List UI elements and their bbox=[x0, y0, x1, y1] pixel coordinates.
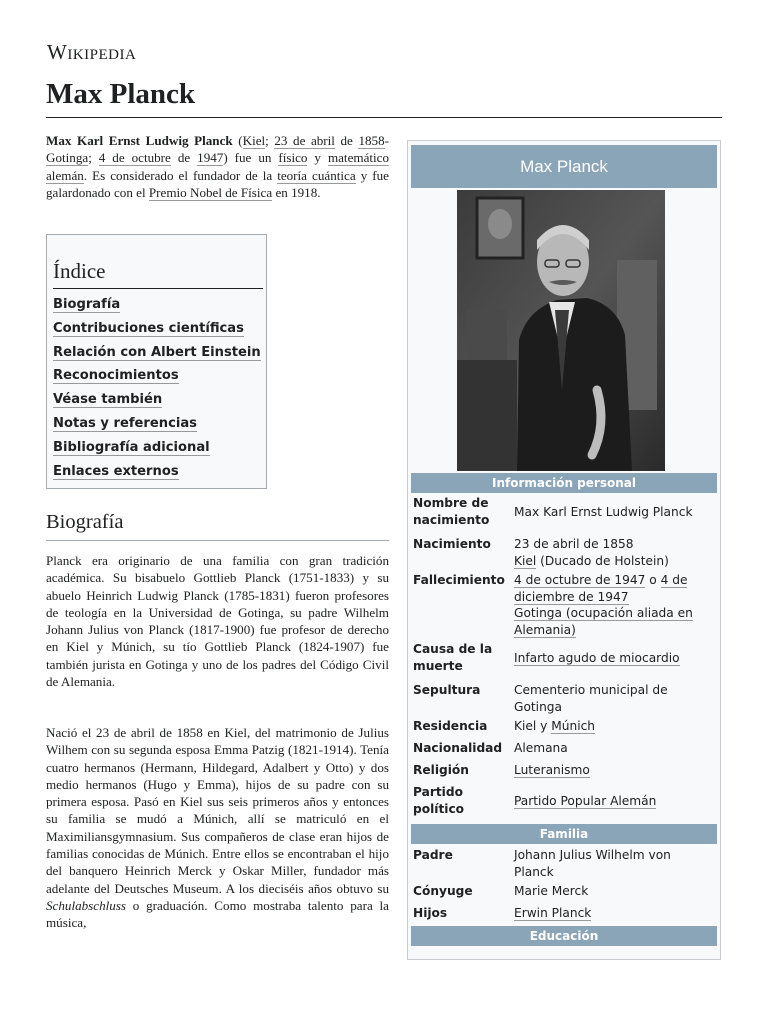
infobox-title: Max Planck bbox=[411, 145, 717, 188]
label-burial: Sepultura bbox=[413, 683, 481, 697]
intro-text: . Es considerado el fundador de la bbox=[83, 167, 278, 183]
intro-text: y bbox=[307, 150, 328, 166]
value-birth bbox=[514, 536, 714, 569]
birth-place-rest: (Ducado de Holstein) bbox=[536, 553, 669, 568]
toc-item-vease-tambien[interactable]: Véase también bbox=[53, 392, 163, 408]
label-party: Partido político bbox=[413, 785, 465, 816]
link-4-octubre[interactable]: 4 de octubre bbox=[98, 150, 171, 166]
link-teoria-cuantica[interactable]: teoría cuántica bbox=[277, 167, 356, 183]
toc-divider bbox=[53, 288, 263, 289]
infobox bbox=[407, 140, 721, 960]
biografia-paragraph-1: Planck era originario de una familia con gran tradición académica. Su bisabuelo Gottlieb Planck (1751-1833) y su abuelo Heinrich Ludwig Planck (1785-1831) fueron profesores de teología en la Universidad de Gotinga, su padre Wilhelm Johann Julius von Planck (1817-1900) fue profesor de derecho en Kiel y Múnich, su tío Gottlieb Planck (1824-1907) fue también jurista en Gotinga y uno de los padres del Código Civil de Alemania. bbox=[46, 553, 389, 690]
link-munich[interactable]: Múnich bbox=[551, 719, 596, 733]
label-children: Hijos bbox=[413, 906, 448, 920]
link-death-date-alt[interactable]: 4 de diciembre de 1947 bbox=[514, 573, 688, 604]
intro-bold-name: Max Karl Ernst Ludwig Planck bbox=[46, 133, 233, 148]
label-residence: Residencia bbox=[413, 719, 488, 733]
biografia-italic-term: Schulabschluss bbox=[46, 897, 127, 913]
biografia-text: o graduación. Como mostraba talento para la música, bbox=[46, 897, 389, 931]
label-birth-name: Nombre de nacimiento bbox=[413, 496, 490, 527]
label-death: Fallecimiento bbox=[413, 573, 505, 587]
link-23-abril[interactable]: 23 de abril bbox=[274, 133, 335, 148]
section-heading-biografia: Biografía bbox=[46, 511, 124, 533]
intro-text: ) fue un bbox=[223, 150, 279, 166]
wikipedia-logo[interactable]: Wikipedia bbox=[47, 40, 137, 64]
value-residence bbox=[514, 718, 714, 735]
value-nationality: Alemana bbox=[514, 741, 568, 755]
label-spouse: Cónyuge bbox=[413, 884, 473, 898]
intro-text: de bbox=[170, 150, 198, 166]
value-cause bbox=[514, 650, 714, 667]
residence-text: Kiel y bbox=[514, 719, 552, 733]
link-birth-place[interactable]: Kiel bbox=[514, 553, 537, 568]
toc-item-enlaces[interactable]: Enlaces externos bbox=[53, 463, 179, 479]
value-spouse: Marie Merck bbox=[514, 884, 589, 898]
infobox-section-personal: Información personal bbox=[411, 473, 717, 493]
toc-item-notas[interactable]: Notas y referencias bbox=[53, 415, 197, 431]
biografia-text: Nació el 23 de abril de 1858 en Kiel, del matrimonio de Julius Wilhem con su segunda esposa Emma Patzig (1821-1914). Tenía cuatro hermanos (Hermann, Hildegard, Adalbert y Otto) y dos medio hermanos (Hugo y Emma), hijos de su padre con su primera esposa. Pasó en Kiel sus seis primeros años y entonces su familia se mudó a Múnich, allí se matriculó en el Maximiliansgymnasium. Sus compañeros de clase eran hijos de familias conocidas de Múnich. Entre ellos se encontraban el hijo del banquero Heinrich Merck y Oskar Miller, fundador más adelante del Deutsches Museum. A los dieciséis años obtuvo su bbox=[46, 725, 389, 896]
link-cause[interactable]: Infarto agudo de miocardio bbox=[514, 651, 680, 665]
label-birth: Nacimiento bbox=[413, 537, 491, 551]
value-father: Johann Julius Wilhelm von Planck bbox=[514, 848, 671, 879]
value-children bbox=[514, 905, 714, 922]
label-nationality: Nacionalidad bbox=[413, 741, 503, 755]
toc-item-bibliografia[interactable]: Bibliografía adicional bbox=[53, 439, 210, 455]
section-divider bbox=[46, 540, 389, 541]
infobox-section-education: Educación bbox=[411, 926, 717, 946]
link-gotinga[interactable]: Gotinga bbox=[46, 150, 89, 166]
infobox-section-family: Familia bbox=[411, 824, 717, 844]
toc-item-reconocimientos[interactable]: Reconocimientos bbox=[53, 368, 179, 384]
label-father: Padre bbox=[413, 848, 453, 862]
link-party[interactable]: Partido Popular Alemán bbox=[514, 794, 657, 808]
value-party bbox=[514, 793, 714, 810]
link-1947[interactable]: 1947 bbox=[197, 150, 224, 166]
link-fisico[interactable]: físico bbox=[278, 150, 308, 166]
title-divider bbox=[46, 117, 722, 118]
link-death-place[interactable]: Gotinga (ocupación aliada en Alemania) bbox=[514, 606, 693, 637]
intro-paragraph bbox=[46, 132, 389, 201]
toc-item-contribuciones[interactable]: Contribuciones científicas bbox=[53, 320, 244, 336]
value-birth-name: Max Karl Ernst Ludwig Planck bbox=[514, 505, 693, 519]
intro-text: y fue galardonado con el bbox=[46, 167, 389, 200]
death-or: o bbox=[645, 573, 661, 587]
intro-text: de bbox=[334, 133, 359, 148]
link-death-date[interactable]: 4 de octubre de 1947 bbox=[514, 573, 646, 587]
link-aleman[interactable]: alemán bbox=[46, 167, 84, 183]
link-religion[interactable]: Luteranismo bbox=[514, 763, 590, 777]
birth-date: 23 de abril de 1858 bbox=[514, 537, 634, 551]
toc-list bbox=[53, 295, 261, 485]
toc-title: Índice bbox=[53, 259, 106, 283]
page-title: Max Planck bbox=[46, 78, 196, 110]
value-death bbox=[514, 572, 714, 638]
link-kiel[interactable]: Kiel bbox=[242, 133, 266, 148]
link-matematico[interactable]: matemático bbox=[327, 150, 390, 166]
value-religion bbox=[514, 762, 714, 779]
intro-text: ( bbox=[232, 133, 243, 148]
portrait-photo[interactable] bbox=[457, 190, 665, 471]
intro-text: ; bbox=[88, 150, 99, 166]
link-1858[interactable]: 1858 bbox=[358, 133, 385, 148]
intro-text: en 1918. bbox=[272, 184, 321, 200]
intro-text: - bbox=[384, 133, 389, 148]
value-burial: Cementerio municipal de Gotinga bbox=[514, 683, 668, 714]
label-religion: Religión bbox=[413, 763, 469, 777]
intro-text: ; bbox=[265, 133, 275, 148]
link-children[interactable]: Erwin Planck bbox=[514, 906, 592, 920]
toc-item-relacion-einstein[interactable]: Relación con Albert Einstein bbox=[53, 344, 261, 360]
link-premio-nobel[interactable]: Premio Nobel de Física bbox=[148, 184, 273, 200]
label-cause: Causa de la muerte bbox=[413, 642, 493, 673]
toc-item-biografia[interactable]: Biografía bbox=[53, 297, 121, 312]
biografia-paragraph-2 bbox=[46, 724, 389, 932]
table-of-contents bbox=[46, 234, 267, 489]
